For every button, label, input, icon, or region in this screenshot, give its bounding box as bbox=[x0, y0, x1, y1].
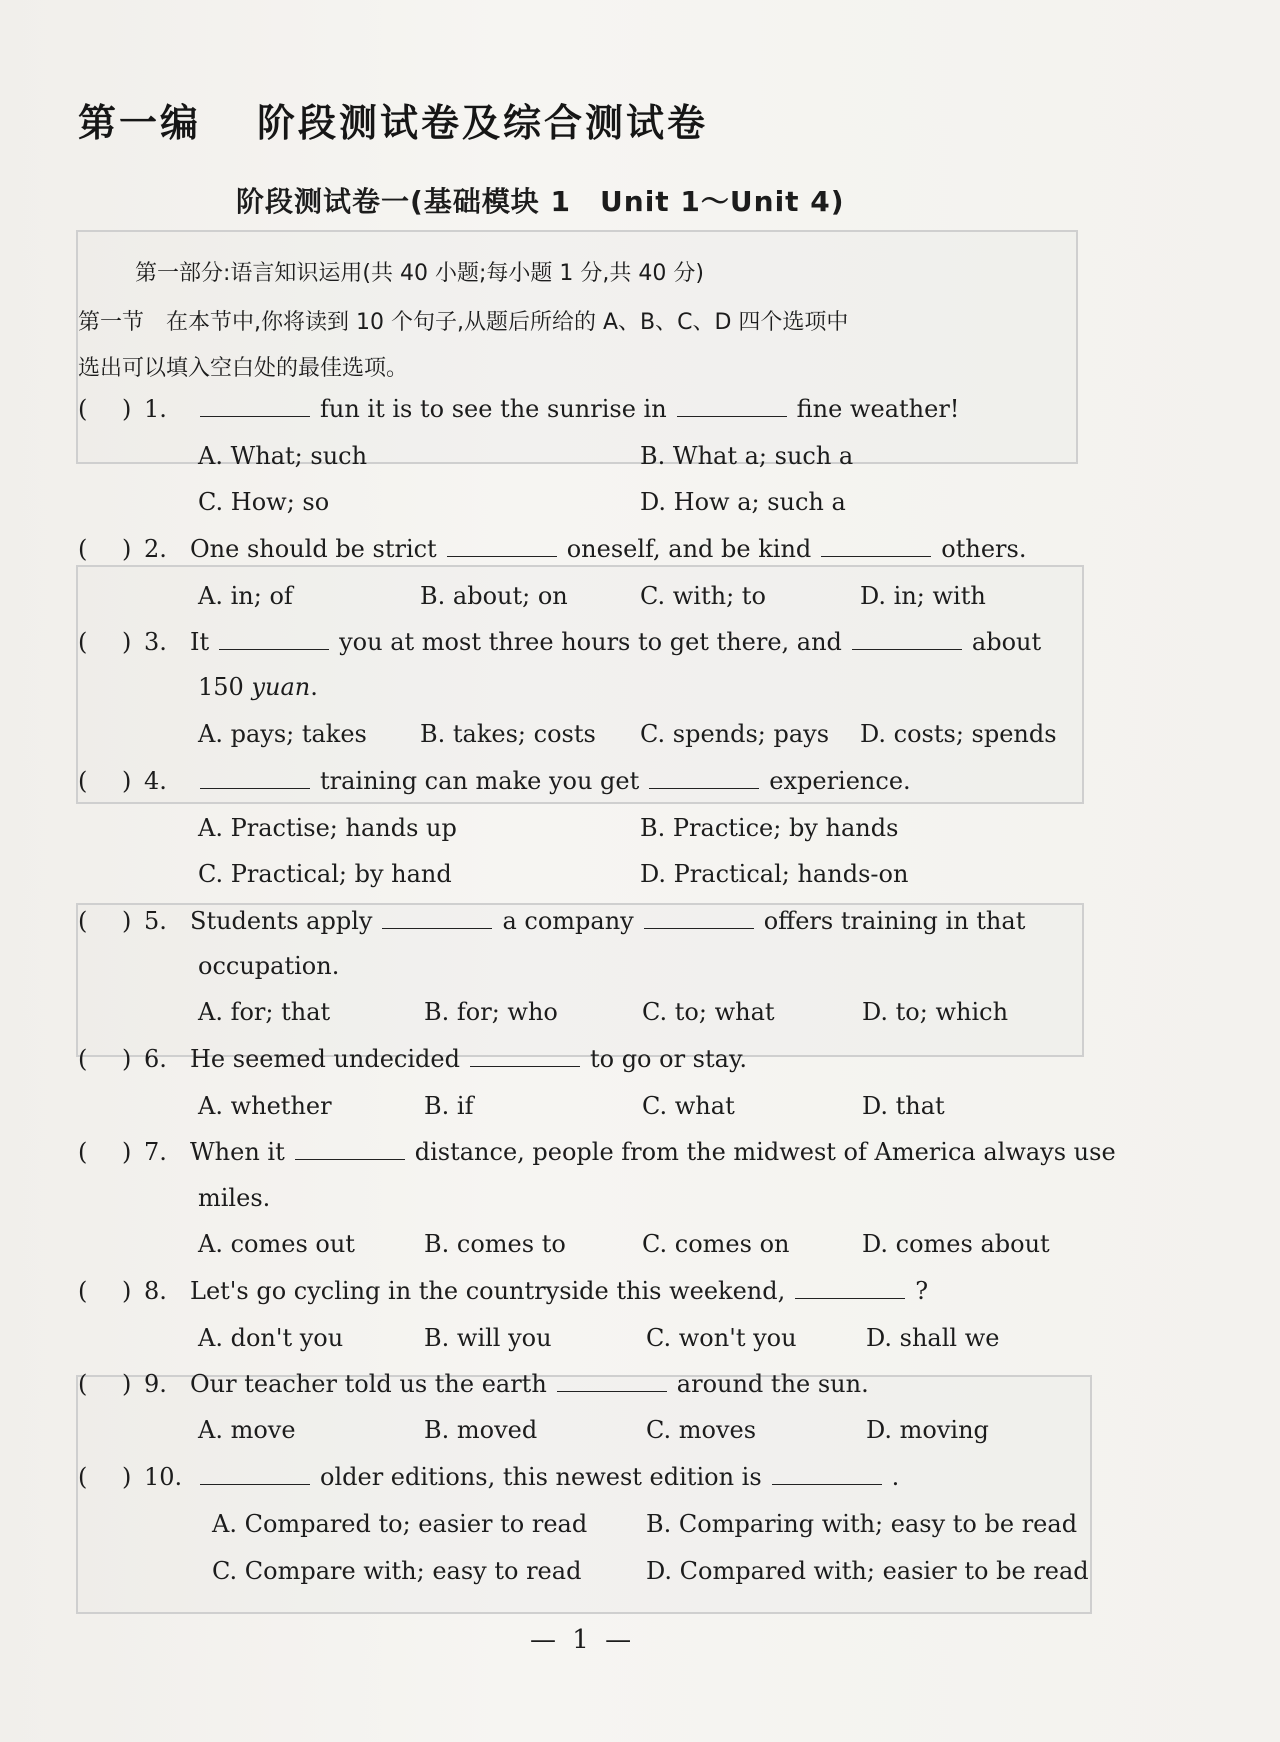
question-text: about bbox=[971, 628, 1042, 656]
page-number: — 1 — bbox=[530, 1625, 636, 1655]
question-text: to go or stay. bbox=[589, 1045, 747, 1073]
answer-blank[interactable] bbox=[447, 536, 557, 557]
question-7: ( ) 7. When it distance, people from the midwest of America always use bbox=[78, 1138, 1116, 1166]
option-a[interactable]: A. pays; takes bbox=[198, 720, 367, 748]
question-9: ( ) 9. Our teacher told us the earth around the sun. bbox=[78, 1370, 869, 1398]
question-text: fine weather! bbox=[796, 395, 960, 423]
question-3-continuation bbox=[198, 673, 318, 701]
question-number: 9. bbox=[144, 1370, 167, 1398]
option-d[interactable]: D. costs; spends bbox=[860, 720, 1057, 748]
question-text: 150 bbox=[198, 673, 252, 701]
question-text: others. bbox=[941, 535, 1027, 563]
question-number: 3. bbox=[144, 628, 167, 656]
option-d[interactable]: D. that bbox=[862, 1092, 945, 1120]
question-text: ? bbox=[915, 1277, 929, 1305]
option-a[interactable]: A. Compared to; easier to read bbox=[212, 1510, 588, 1538]
answer-blank[interactable] bbox=[219, 629, 329, 650]
question-number: 10. bbox=[144, 1463, 183, 1491]
answer-blank[interactable] bbox=[852, 629, 962, 650]
option-b[interactable]: B. moved bbox=[424, 1416, 538, 1444]
option-a[interactable]: A. Practise; hands up bbox=[198, 814, 457, 842]
option-c[interactable]: C. with; to bbox=[640, 582, 766, 610]
option-c[interactable]: C. won't you bbox=[646, 1324, 797, 1352]
question-text: around the sun. bbox=[676, 1370, 869, 1398]
answer-blank[interactable] bbox=[200, 396, 310, 417]
question-number: 4. bbox=[144, 767, 167, 795]
question-text: you at most three hours to get there, and bbox=[339, 628, 842, 656]
option-c[interactable]: C. Practical; by hand bbox=[198, 860, 452, 888]
question-text: distance, people from the midwest of America always use bbox=[414, 1138, 1116, 1166]
question-text: Students apply bbox=[190, 907, 373, 935]
part-one-heading: 第一部分:语言知识运用(共 40 小题;每小题 1 分,共 40 分) bbox=[135, 261, 704, 286]
answer-blank[interactable] bbox=[295, 1139, 405, 1160]
option-a[interactable]: A. whether bbox=[198, 1092, 332, 1120]
question-text: experience. bbox=[769, 767, 911, 795]
question-text: It bbox=[190, 628, 210, 656]
question-text: . bbox=[310, 673, 318, 701]
question-number: 7. bbox=[144, 1138, 167, 1166]
answer-blank[interactable] bbox=[649, 768, 759, 789]
question-number: 1. bbox=[144, 395, 167, 423]
option-a[interactable]: A. What; such bbox=[198, 442, 368, 470]
answer-blank[interactable] bbox=[821, 536, 931, 557]
question-number: 8. bbox=[144, 1277, 167, 1305]
option-a[interactable]: A. for; that bbox=[198, 998, 331, 1026]
option-c[interactable]: C. moves bbox=[646, 1416, 757, 1444]
option-b[interactable]: B. Comparing with; easy to be read bbox=[646, 1510, 1078, 1538]
answer-blank[interactable] bbox=[200, 1464, 310, 1485]
part-label: 第一编 bbox=[78, 101, 202, 145]
instruction-line-2: 选出可以填入空白处的最佳选项。 bbox=[78, 356, 409, 381]
question-number: 6. bbox=[144, 1045, 167, 1073]
option-b[interactable]: B. takes; costs bbox=[420, 720, 596, 748]
option-c[interactable]: C. spends; pays bbox=[640, 720, 830, 748]
question-7-continuation: miles. bbox=[198, 1184, 271, 1212]
part-title: 阶段测试卷及综合测试卷 bbox=[257, 101, 709, 145]
option-b[interactable]: B. about; on bbox=[420, 582, 568, 610]
question-text: He seemed undecided bbox=[190, 1045, 460, 1073]
question-6: ( ) 6. He seemed undecided to go or stay. bbox=[78, 1045, 747, 1073]
option-d[interactable]: D. Practical; hands-on bbox=[640, 860, 909, 888]
option-c[interactable]: C. How; so bbox=[198, 488, 330, 516]
option-d[interactable]: D. comes about bbox=[862, 1230, 1050, 1258]
answer-blank[interactable] bbox=[677, 396, 787, 417]
question-3: ( ) 3. It you at most three hours to get there, and about bbox=[78, 628, 1042, 656]
question-1: ( ) 1. fun it is to see the sunrise in fine weather! bbox=[78, 395, 960, 423]
option-a[interactable]: A. move bbox=[198, 1416, 296, 1444]
option-b[interactable]: B. What a; such a bbox=[640, 442, 854, 470]
question-text: training can make you get bbox=[320, 767, 640, 795]
question-text: Our teacher told us the earth bbox=[190, 1370, 547, 1398]
option-a[interactable]: A. in; of bbox=[198, 582, 293, 610]
option-c[interactable]: C. to; what bbox=[642, 998, 775, 1026]
question-text: yuan bbox=[251, 673, 311, 701]
test-title: 阶段测试卷一(基础模块 1 Unit 1～Unit 4) bbox=[236, 185, 845, 218]
option-d[interactable]: D. in; with bbox=[860, 582, 986, 610]
question-text: oneself, and be kind bbox=[566, 535, 812, 563]
question-text: One should be strict bbox=[190, 535, 437, 563]
question-text: a company bbox=[502, 907, 634, 935]
option-b[interactable]: B. comes to bbox=[424, 1230, 566, 1258]
answer-blank[interactable] bbox=[470, 1046, 580, 1067]
option-a[interactable]: A. comes out bbox=[198, 1230, 355, 1258]
option-d[interactable]: D. Compared with; easier to be read bbox=[646, 1557, 1089, 1585]
option-d[interactable]: D. moving bbox=[866, 1416, 989, 1444]
part-heading bbox=[78, 92, 708, 147]
option-b[interactable]: B. will you bbox=[424, 1324, 552, 1352]
question-text: Let's go cycling in the countryside this weekend, bbox=[190, 1277, 786, 1305]
question-10: ( ) 10. older editions, this newest edition is . bbox=[78, 1463, 900, 1491]
question-text: offers training in that bbox=[763, 907, 1026, 935]
question-8: ( ) 8. Let's go cycling in the countryside this weekend, ? bbox=[78, 1277, 929, 1305]
question-text: older editions, this newest edition is bbox=[320, 1463, 762, 1491]
question-5: ( ) 5. Students apply a company offers training in that bbox=[78, 907, 1026, 935]
question-text: fun it is to see the sunrise in bbox=[320, 395, 667, 423]
option-b[interactable]: B. Practice; by hands bbox=[640, 814, 899, 842]
question-text: When it bbox=[190, 1138, 285, 1166]
question-number: 5. bbox=[144, 907, 167, 935]
option-d[interactable]: D. to; which bbox=[862, 998, 1009, 1026]
option-a[interactable]: A. don't you bbox=[198, 1324, 344, 1352]
answer-blank[interactable] bbox=[644, 908, 754, 929]
option-b[interactable]: B. if bbox=[424, 1092, 474, 1120]
option-c[interactable]: C. comes on bbox=[642, 1230, 790, 1258]
option-c[interactable]: C. what bbox=[642, 1092, 735, 1120]
instruction-line-1: 第一节 在本节中,你将读到 10 个句子,从题后所给的 A、B、C、D 四个选项中 bbox=[78, 310, 849, 335]
option-c[interactable]: C. Compare with; easy to read bbox=[212, 1557, 582, 1585]
option-d[interactable]: D. shall we bbox=[866, 1324, 1000, 1352]
answer-blank[interactable] bbox=[382, 908, 492, 929]
option-b[interactable]: B. for; who bbox=[424, 998, 558, 1026]
question-4: ( ) 4. training can make you get experience. bbox=[78, 767, 911, 795]
question-number: 2. bbox=[144, 535, 167, 563]
question-text: . bbox=[891, 1463, 900, 1491]
section-one-instructions bbox=[78, 300, 1078, 392]
answer-blank[interactable] bbox=[772, 1464, 882, 1485]
answer-blank[interactable] bbox=[557, 1371, 667, 1392]
answer-blank[interactable] bbox=[795, 1278, 905, 1299]
answer-blank[interactable] bbox=[200, 768, 310, 789]
question-2: ( ) 2. One should be strict oneself, and be kind others. bbox=[78, 535, 1027, 563]
question-5-continuation: occupation. bbox=[198, 952, 340, 980]
option-d[interactable]: D. How a; such a bbox=[640, 488, 846, 516]
